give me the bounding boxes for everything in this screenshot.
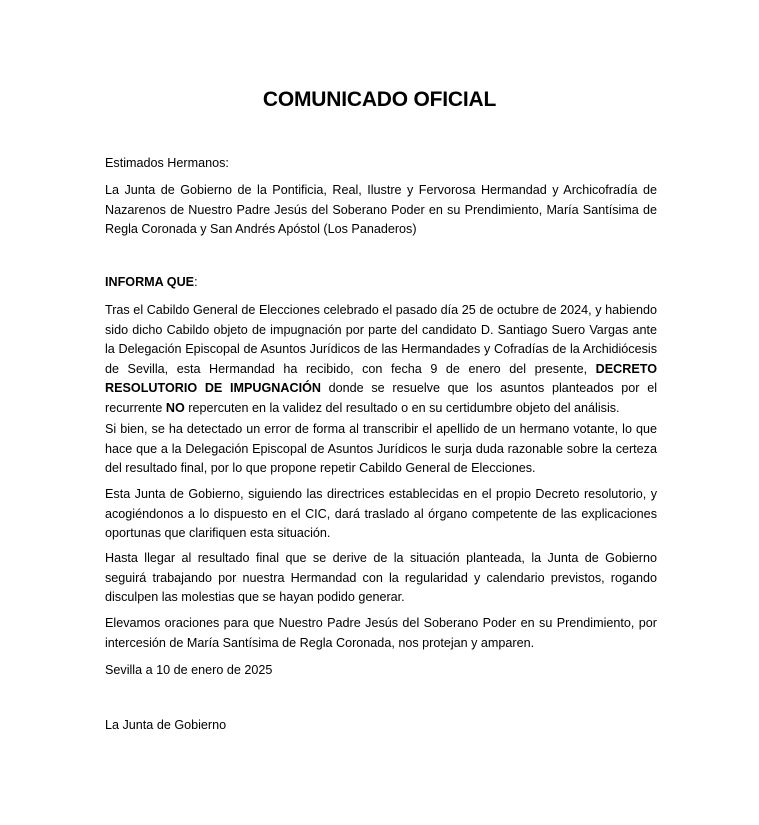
intro-paragraph: La Junta de Gobierno de la Pontificia, Real, Ilustre y Fervorosa Hermandad y Archicofradía de Nazarenos de Nuestro Padre Jesús del Soberano Poder en su Prendimiento, María Santísima de Regla Coronada y San Andrés Apóstol (Los Panaderos) bbox=[105, 183, 657, 236]
p1-bold-decreto: DECRETO RESOLUTORIO DE IMPUGNACIÓN bbox=[105, 361, 657, 395]
document-title: COMUNICADO OFICIAL bbox=[262, 88, 497, 111]
p1-text-2: donde se resuelve que los asuntos planteados por el recurrente bbox=[105, 381, 657, 415]
paragraph-junta: Esta Junta de Gobierno, siguiendo las directrices establecidas en el propio Decreto resolutorio, y acogiéndonos a lo dispuesto en el CIC, dará traslado al órgano competente de las explicaciones oportunas que clarifiquen esta situación. bbox=[105, 487, 657, 540]
p1-bold-no: NO bbox=[165, 400, 185, 415]
signature: La Junta de Gobierno bbox=[105, 718, 227, 732]
informa-colon: : bbox=[194, 275, 198, 289]
paragraph-resultado: Hasta llegar al resultado final que se derive de la situación planteada, la Junta de Gobierno seguirá trabajando por nuestra Hermandad con la regularidad y calendario previstos, rogando disculpen las molestias que se hayan podido generar. bbox=[105, 551, 657, 604]
paragraph-error: Si bien, se ha detectado un error de forma al transcribir el apellido de un hermano votante, lo que hace que a la Delegación Episcopal de Asuntos Jurídicos le surja duda razonable sobre la certeza del resultado final, por lo que propone repetir Cabildo General de Elecciones. bbox=[105, 422, 657, 475]
informa-heading bbox=[105, 273, 657, 293]
paragraph-decreto bbox=[105, 301, 657, 418]
date-line: Sevilla a 10 de enero de 2025 bbox=[105, 663, 273, 677]
greeting: Estimados Hermanos: bbox=[105, 156, 229, 170]
p1-text-3: repercuten en la validez del resultado o en su certidumbre objeto del análisis. bbox=[184, 400, 620, 415]
paragraph-oraciones: Elevamos oraciones para que Nuestro Padre Jesús del Soberano Poder en su Prendimiento, por intercesión de María Santísima de Regla Coronada, nos protejan y amparen. bbox=[105, 616, 657, 650]
informa-label: INFORMA QUE bbox=[105, 275, 195, 289]
p1-text-1: Tras el Cabildo General de Elecciones celebrado el pasado día 25 de octubre de 2024, y habiendo sido dicho Cabildo objeto de impugnación por parte del candidato D. Santiago Suero Vargas ante la Delegación Episcopal de Asuntos Jurídicos de las Hermandades y Cofradías de la Archidiócesis de Sevilla, esta Hermandad ha recibido, con fecha 9 de enero del presente, bbox=[105, 303, 657, 376]
